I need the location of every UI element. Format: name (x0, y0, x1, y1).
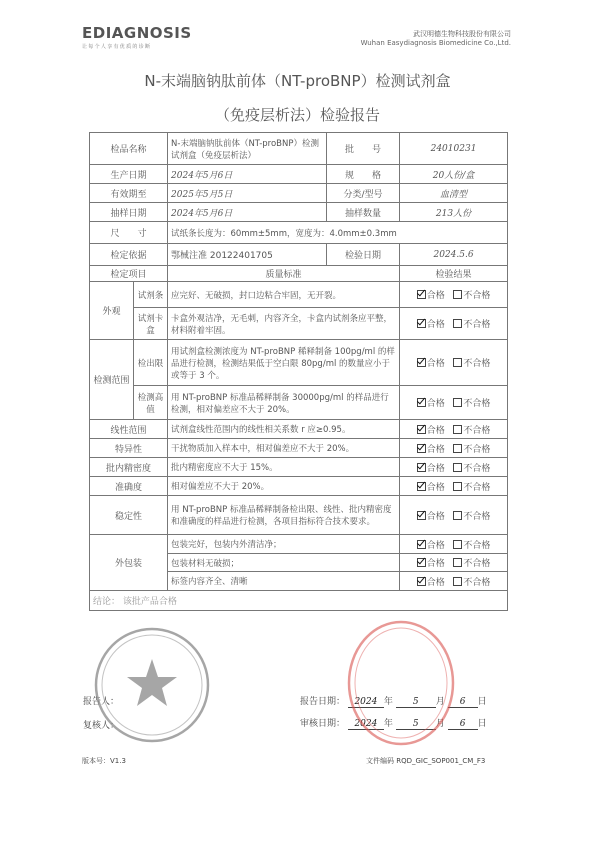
table-row (90, 439, 508, 458)
quality-standard: 卡盒外观洁净，无毛刺，内容齐全，卡盒内试剂条应平整，材料附着牢固。 (168, 308, 400, 340)
pass-checkbox[interactable] (417, 398, 426, 407)
result-cell (400, 386, 508, 420)
result-cell (400, 535, 508, 554)
item-group: 准确度 (90, 477, 168, 496)
fail-checkbox[interactable] (453, 577, 462, 586)
version-number: 版本号：V1.3 (82, 757, 126, 765)
company-name-cn: 武汉明德生物科技股份有限公司 (413, 30, 511, 38)
company-info (361, 29, 511, 47)
inspect-date-value: 2024.5.6 (400, 244, 508, 266)
table-row (90, 420, 508, 439)
item-subgroup: 试剂卡盒 (134, 308, 168, 340)
conclusion-cell (90, 591, 508, 611)
conclusion-value: 该批产品合格 (122, 597, 177, 607)
fail-label: 不合格 (463, 559, 491, 569)
month-unit: 月 (435, 697, 445, 707)
fail-label: 不合格 (463, 444, 491, 455)
pass-label: 合格 (426, 320, 445, 330)
pass-label: 合格 (426, 511, 445, 522)
fail-label: 不合格 (463, 577, 491, 588)
conclusion-label: 结论： (93, 597, 121, 607)
reviewer-label: 复核人： (83, 721, 120, 731)
category-value: 血清型 (400, 184, 508, 203)
table-row (90, 458, 508, 477)
result-cell (400, 496, 508, 535)
table-row (90, 496, 508, 535)
table-row (90, 308, 508, 340)
pass-label: 合格 (426, 359, 445, 369)
batch-label: 批 号 (327, 133, 400, 165)
sample-date-value: 2024年5月6日 (168, 203, 327, 222)
pass-label: 合格 (426, 399, 445, 409)
pass-checkbox[interactable] (417, 577, 426, 586)
pass-checkbox[interactable] (417, 511, 426, 520)
product-label: 检品名称 (90, 133, 168, 165)
result-cell (400, 308, 508, 340)
day-unit: 日 (477, 697, 487, 707)
report-date-label: 报告日期： (300, 697, 346, 707)
review-date-month: 5 (396, 719, 436, 730)
quality-standard: 相对偏差应不大于 20%。 (168, 477, 400, 496)
spec-label: 规 格 (327, 165, 400, 184)
pass-checkbox[interactable] (417, 425, 426, 434)
item-group: 线性范围 (90, 420, 168, 439)
table-row (90, 340, 508, 386)
fail-checkbox[interactable] (453, 398, 462, 407)
result-cell (400, 572, 508, 591)
day-unit: 日 (477, 719, 487, 729)
pass-label: 合格 (426, 559, 445, 569)
item-group: 批内精密度 (90, 458, 168, 477)
quality-standard: 应完好、无破损，封口边粘合牢固，无开裂。 (168, 282, 400, 308)
item-subgroup: 检测高值 (134, 386, 168, 420)
fail-label: 不合格 (463, 482, 491, 493)
result-cell (400, 554, 508, 572)
item-group: 稳定性 (90, 496, 168, 535)
item-group: 特异性 (90, 439, 168, 458)
quality-standard: 用试剂盒检测浓度为 NT-proBNP 稀释制备 100pg/ml 的样品进行检测，检测结果低于空白限 80pg/ml 的数量应小于或等于 3 个。 (168, 340, 400, 386)
sample-qty-label: 抽样数量 (327, 203, 400, 222)
category-label: 分类/型号 (327, 184, 400, 203)
company-logo (82, 24, 192, 50)
pass-checkbox[interactable] (417, 558, 426, 567)
company-name-en: Wuhan Easydiagnosis Biomedicine Co.,Ltd. (360, 39, 511, 47)
fail-label: 不合格 (463, 291, 491, 301)
item-subgroup: 检出限 (134, 340, 168, 386)
fail-checkbox[interactable] (453, 463, 462, 472)
logo-slogan: 让每个人享有优质的诊断 (82, 44, 152, 50)
fail-label: 不合格 (463, 359, 491, 369)
sample-qty-value: 213人份 (400, 203, 508, 222)
result-cell (400, 477, 508, 496)
fail-label: 不合格 (463, 320, 491, 330)
quality-seal-stamp (93, 626, 211, 744)
report-title: N-末端脑钠肽前体（NT-proBNP）检测试剂盒 (144, 72, 451, 90)
report-date-month: 5 (396, 697, 436, 708)
pass-checkbox[interactable] (417, 444, 426, 453)
year-unit: 年 (383, 719, 393, 729)
file-number: 文件编码 RQD_GIC_SOP001_CM_F3 (366, 757, 486, 765)
item-header: 检定项目 (90, 266, 168, 282)
batch-value: 24010231 (400, 133, 508, 165)
pass-label: 合格 (426, 482, 445, 493)
size-label: 尺 寸 (90, 222, 168, 244)
fail-checkbox[interactable] (453, 290, 462, 299)
fail-checkbox[interactable] (453, 444, 462, 453)
size-value: 试纸条长度为：60mm±5mm，宽度为：4.0mm±0.3mm (168, 222, 508, 244)
fail-checkbox[interactable] (453, 319, 462, 328)
table-row (90, 477, 508, 496)
result-cell (400, 458, 508, 477)
pass-checkbox[interactable] (417, 319, 426, 328)
quality-standard: 干扰物质加入样本中，相对偏差应不大于 20%。 (168, 439, 400, 458)
quality-standard: 试剂盒线性范围内的线性相关系数 r 应≥0.95。 (168, 420, 400, 439)
review-date-label: 审核日期： (300, 719, 346, 729)
table-row (90, 535, 508, 554)
pass-label: 合格 (426, 463, 445, 474)
pass-checkbox[interactable] (417, 540, 426, 549)
expiry-value: 2025年5月5日 (168, 184, 327, 203)
fail-checkbox[interactable] (453, 540, 462, 549)
pass-label: 合格 (426, 444, 445, 455)
fail-label: 不合格 (463, 463, 491, 474)
pass-label: 合格 (426, 425, 445, 436)
reporter-label: 报告人： (83, 697, 120, 707)
report-date-year: 2024 (348, 697, 384, 708)
red-company-stamp (345, 618, 457, 748)
fail-label: 不合格 (463, 399, 491, 409)
result-cell (400, 420, 508, 439)
item-group: 检测范围 (90, 340, 134, 420)
quality-standard: 包装完好，包装内外清洁净； (168, 535, 400, 554)
pass-checkbox[interactable] (417, 358, 426, 367)
report-subtitle: （免疫层析法）检验报告 (214, 106, 380, 124)
table-row (90, 282, 508, 308)
item-subgroup: 试剂条 (134, 282, 168, 308)
product-value: N-末端脑钠肽前体（NT-proBNP）检测试剂盒（免疫层析法） (168, 133, 327, 165)
pass-checkbox[interactable] (417, 290, 426, 299)
year-unit: 年 (383, 697, 393, 707)
logo-text: EDIAGNOSIS (82, 24, 192, 42)
standard-header: 质量标准 (168, 266, 400, 282)
fail-checkbox[interactable] (453, 558, 462, 567)
basis-label: 检定依据 (90, 244, 168, 266)
quality-standard: 批内精密度应不大于 15%。 (168, 458, 400, 477)
table-row (90, 386, 508, 420)
fail-checkbox[interactable] (453, 482, 462, 491)
quality-standard: 用 NT-proBNP 标准品稀释制备 30000pg/ml 的样品进行检测，相对偏差应不大于 20%。 (168, 386, 400, 420)
fail-checkbox[interactable] (453, 425, 462, 434)
result-cell (400, 439, 508, 458)
review-date-day: 6 (448, 719, 478, 730)
quality-standard: 用 NT-proBNP 标准品稀释制备检出限、线性、批内精密度和准确度的样品进行检测，各项目指标符合技术要求。 (168, 496, 400, 535)
sample-date-label: 抽样日期 (90, 203, 168, 222)
basis-value: 鄂械注准 20122401705 (168, 244, 327, 266)
fail-label: 不合格 (463, 511, 491, 522)
quality-standard: 包装材料无破损； (168, 554, 400, 572)
fail-label: 不合格 (463, 540, 491, 551)
pass-checkbox[interactable] (417, 463, 426, 472)
review-date-year: 2024 (348, 719, 384, 730)
fail-checkbox[interactable] (453, 358, 462, 367)
result-cell (400, 282, 508, 308)
item-group: 外包装 (90, 535, 168, 591)
result-header: 检验结果 (400, 266, 508, 282)
spec-value: 20人份/盒 (400, 165, 508, 184)
pass-checkbox[interactable] (417, 482, 426, 491)
pass-label: 合格 (426, 540, 445, 551)
pass-label: 合格 (426, 577, 445, 588)
inspect-date-label: 检验日期 (327, 244, 400, 266)
prod-date-value: 2024年5月6日 (168, 165, 327, 184)
inspection-table (89, 132, 508, 611)
prod-date-label: 生产日期 (90, 165, 168, 184)
quality-standard: 标签内容齐全、清晰 (168, 572, 400, 591)
result-cell (400, 340, 508, 386)
pass-label: 合格 (426, 291, 445, 301)
fail-label: 不合格 (463, 425, 491, 436)
item-group: 外观 (90, 282, 134, 340)
fail-checkbox[interactable] (453, 511, 462, 520)
month-unit: 月 (435, 719, 445, 729)
expiry-label: 有效期至 (90, 184, 168, 203)
report-date-day: 6 (448, 697, 478, 708)
